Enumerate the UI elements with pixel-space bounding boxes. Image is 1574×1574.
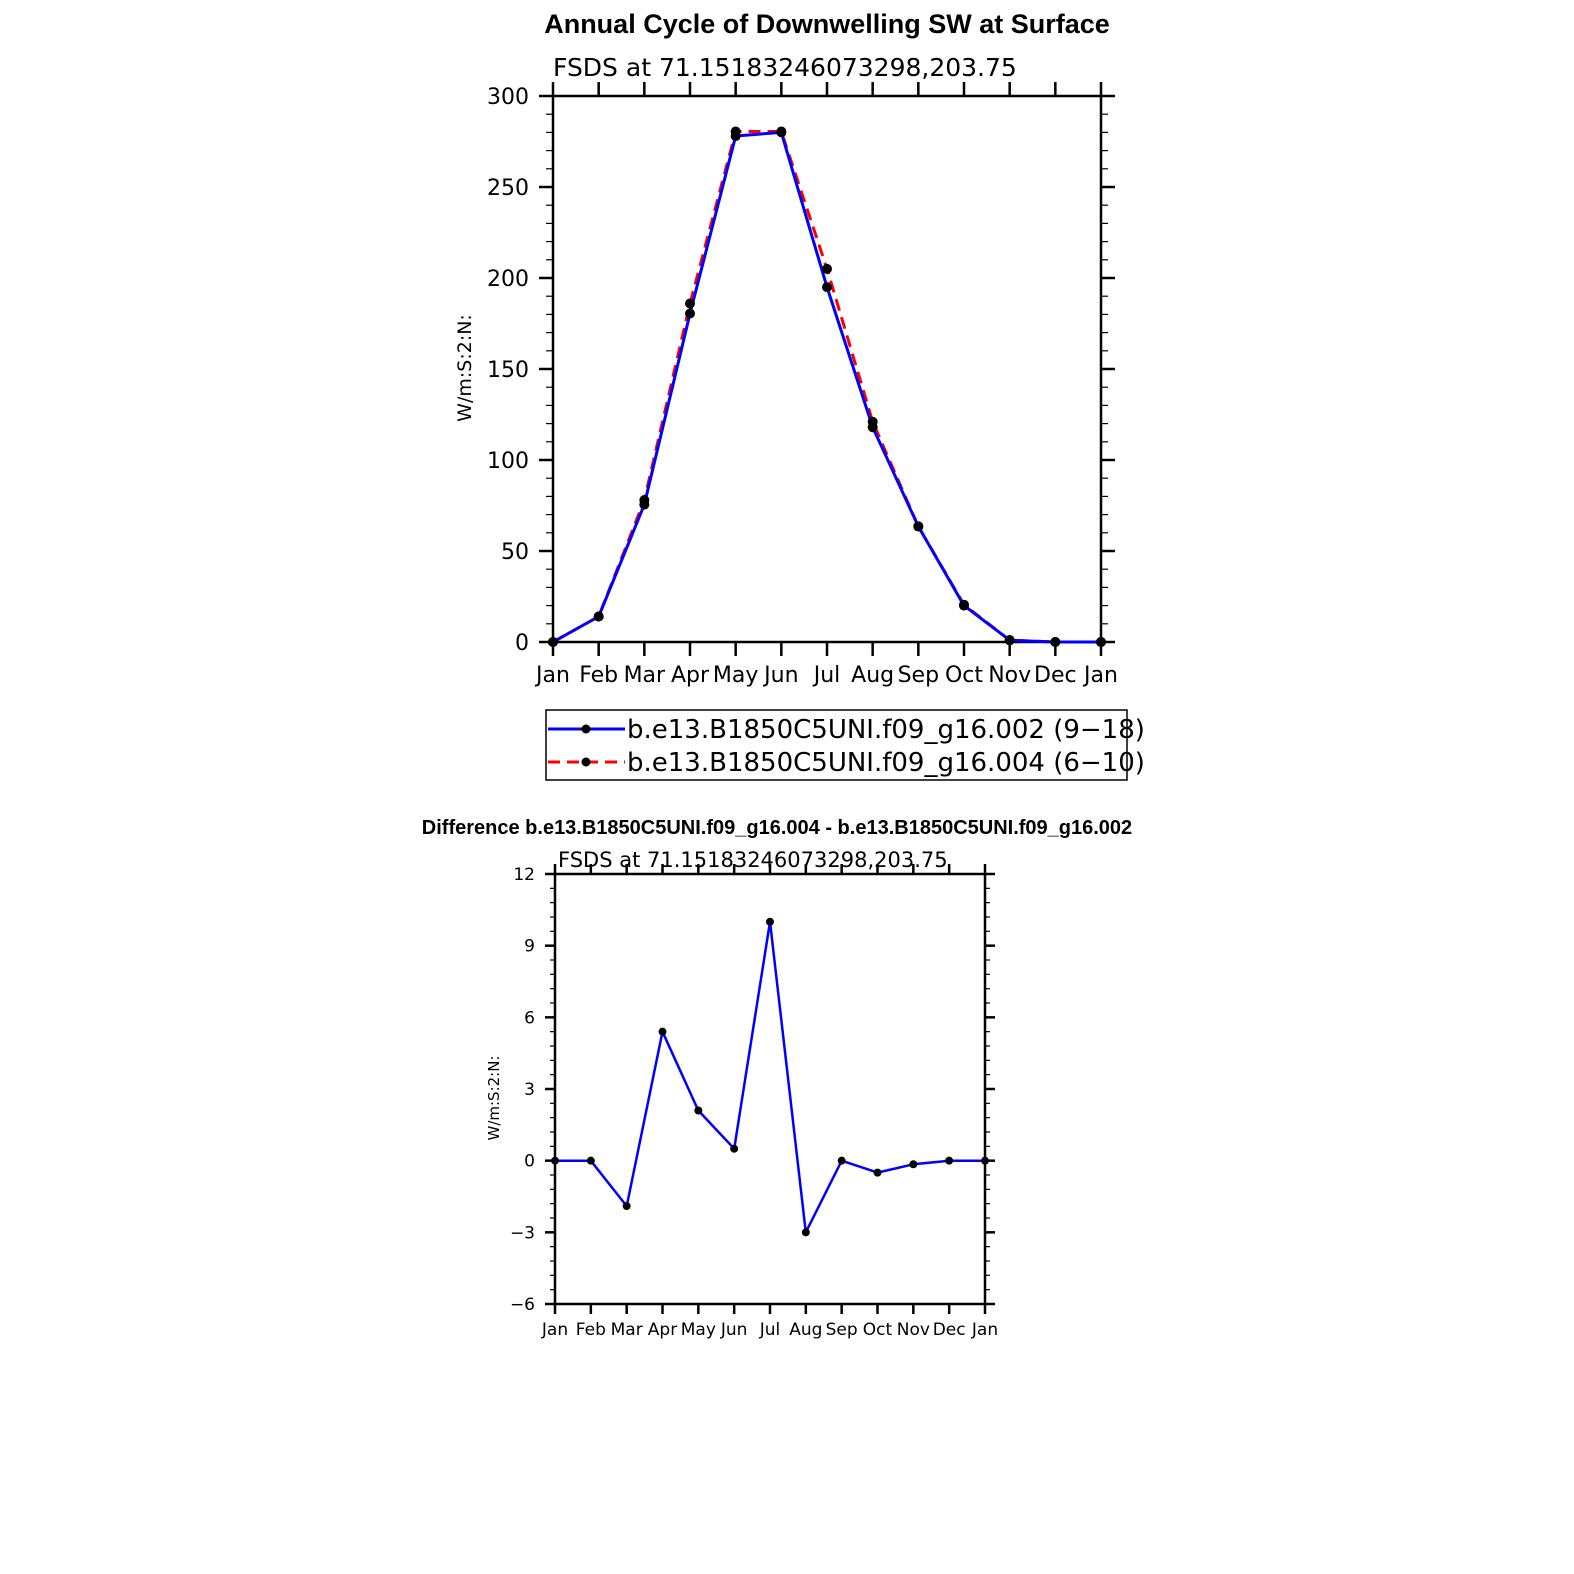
difference-y-axis-label: W/m:S:2:N: (485, 1055, 503, 1141)
legend-label-series-1: b.e13.B1850C5UNI.f09_g16.002 (9−18) (627, 715, 1145, 745)
annual-plot-frame (553, 96, 1101, 642)
annual-series-2-point (685, 298, 695, 308)
difference-y-tick-label: 9 (524, 936, 535, 957)
annual-series-line-1 (553, 132, 1101, 642)
difference-series-1-point (945, 1157, 953, 1165)
y-axis-label: W/m:S:2:N: (454, 314, 476, 422)
difference-x-tick-label: Mar (610, 1320, 643, 1340)
difference-x-tick-label: Jul (759, 1320, 781, 1340)
difference-series-1-point (874, 1169, 882, 1177)
annual-x-tick-label: Nov (988, 663, 1032, 688)
annual-cycle-panel (454, 9, 1118, 688)
annual-series-1-point (685, 308, 695, 318)
difference-series-line-1 (555, 922, 985, 1233)
annual-x-tick-label: Apr (670, 663, 710, 688)
difference-y-tick-label: −6 (509, 1295, 535, 1315)
annual-y-tick-label: 200 (487, 267, 529, 292)
annual-series-2-point (594, 612, 604, 622)
difference-x-tick-label: Feb (575, 1320, 606, 1340)
difference-x-tick-label: Dec (932, 1320, 966, 1340)
annual-series-2-point (639, 495, 649, 505)
annual-series-2-point (548, 637, 558, 647)
annual-x-tick-label: Jun (764, 663, 799, 688)
annual-x-tick-label: Mar (623, 663, 666, 688)
annual-series-1-point (822, 282, 832, 292)
annual-series-2-point (959, 600, 969, 610)
difference-series-1-point (551, 1157, 559, 1165)
difference-y-tick-label: 3 (524, 1080, 535, 1100)
difference-series-1-point (802, 1228, 810, 1236)
annual-series-2-point (868, 417, 878, 427)
annual-series-2-point (822, 264, 832, 274)
annual-x-tick-label: Dec (1034, 663, 1077, 688)
difference-x-tick-label: Jan (541, 1320, 569, 1340)
annual-x-tick-label: Aug (851, 663, 895, 688)
difference-x-tick-label: Jun (720, 1320, 748, 1340)
difference-series-1-point (587, 1157, 595, 1165)
difference-plot-frame (555, 874, 985, 1304)
annual-y-tick-label: 150 (487, 358, 529, 383)
annual-x-tick-label: Jan (1084, 663, 1118, 688)
annual-x-tick-label: May (712, 663, 759, 688)
annual-y-tick-label: 50 (501, 540, 529, 565)
annual-series-2-point (731, 126, 741, 136)
difference-series-1-point (838, 1157, 846, 1165)
difference-title: Difference b.e13.B1850C5UNI.f09_g16.004 - b.e13.B1850C5UNI.f09_g16.002 (421, 817, 1133, 839)
annual-series-2-point (1005, 635, 1015, 645)
difference-series-1-point (659, 1028, 667, 1036)
difference-panel (422, 817, 1132, 1340)
location-subtitle: FSDS at 71.15183246073298,203.75 (553, 53, 1017, 82)
difference-x-tick-label: Oct (862, 1320, 893, 1340)
annual-y-tick-label: 250 (487, 176, 529, 201)
difference-series-1-point (730, 1145, 738, 1153)
annual-y-tick-label: 300 (487, 85, 529, 110)
annual-x-tick-label: Jul (813, 663, 841, 688)
annual-x-tick-label: Jan (536, 663, 570, 688)
annual-series-line-2 (553, 132, 1101, 643)
legend-marker-series-2 (582, 758, 591, 767)
legend-marker-series-1 (582, 725, 591, 734)
annual-y-tick-label: 0 (515, 631, 529, 656)
annual-series-2-point (776, 126, 786, 136)
difference-x-tick-label: Sep (825, 1320, 858, 1340)
difference-x-tick-label: Apr (647, 1320, 678, 1340)
annual-series-2-point (1050, 637, 1060, 647)
annual-x-tick-label: Sep (897, 663, 940, 688)
annual-y-tick-label: 100 (487, 449, 529, 474)
difference-x-tick-label: May (680, 1320, 716, 1340)
annual-x-tick-label: Feb (579, 663, 619, 688)
difference-location-subtitle: FSDS at 71.15183246073298,203.75 (558, 848, 948, 872)
annual-x-tick-label: Oct (944, 663, 984, 688)
difference-series-1-point (694, 1107, 702, 1115)
difference-x-tick-label: Aug (789, 1320, 823, 1340)
difference-series-1-point (623, 1202, 631, 1210)
difference-x-tick-label: Jan (971, 1320, 999, 1340)
difference-y-tick-label: 12 (513, 865, 535, 885)
annual-series-2-point (1096, 637, 1106, 647)
legend (546, 710, 1145, 780)
difference-series-1-point (981, 1157, 989, 1165)
legend-label-series-2: b.e13.B1850C5UNI.f09_g16.004 (6−10) (627, 748, 1145, 778)
difference-y-tick-label: −3 (509, 1223, 535, 1244)
difference-series-1-point (766, 918, 774, 926)
difference-x-tick-label: Nov (896, 1320, 930, 1340)
difference-series-1-point (909, 1160, 917, 1168)
difference-y-tick-label: 6 (524, 1008, 535, 1029)
main-title: Annual Cycle of Downwelling SW at Surface (544, 9, 1110, 39)
annual-series-2-point (913, 521, 923, 531)
difference-y-tick-label: 0 (524, 1151, 535, 1172)
